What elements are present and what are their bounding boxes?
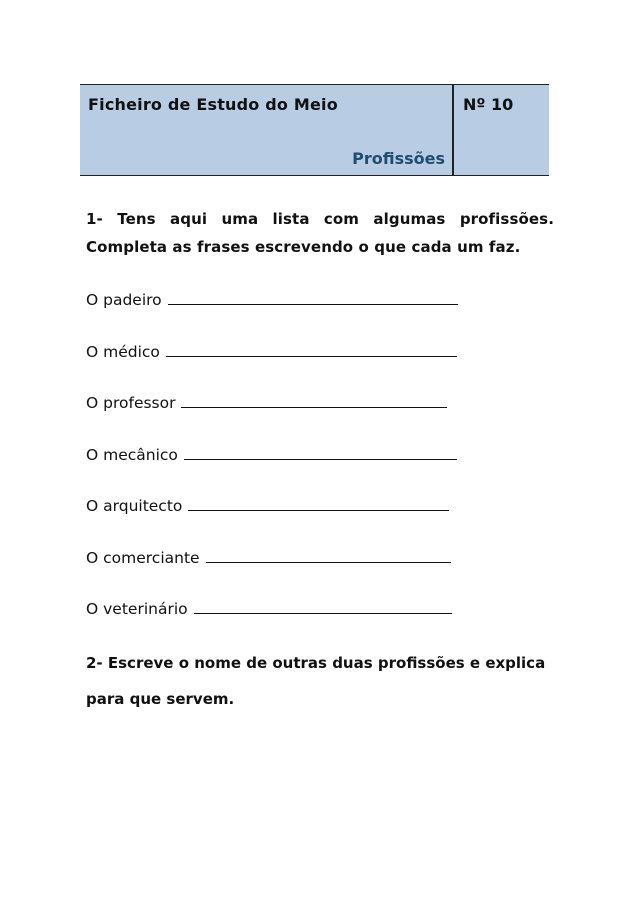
question-2: 2- Escreve o nome de outras duas profissões e explica para que servem. <box>86 654 546 708</box>
header-box <box>80 84 549 176</box>
answer-line[interactable] <box>181 393 447 408</box>
profession-label: O professor <box>86 394 176 412</box>
answer-line[interactable] <box>166 342 457 357</box>
profession-item-medico <box>86 342 486 394</box>
header-title: Ficheiro de Estudo do Meio <box>88 95 338 114</box>
profession-item-veterinario <box>86 599 486 651</box>
profession-item-professor <box>86 393 486 445</box>
profession-label: O médico <box>86 342 160 361</box>
profession-label: O veterinário <box>86 600 188 618</box>
answer-line[interactable] <box>194 599 452 614</box>
profession-label: O padeiro <box>86 291 162 309</box>
profession-list <box>86 290 486 651</box>
profession-item-comerciante <box>86 548 486 600</box>
answer-line[interactable] <box>168 290 458 305</box>
profession-item-arquitecto <box>86 496 486 548</box>
answer-line[interactable] <box>184 445 457 460</box>
header-subtitle: Profissões <box>352 149 445 168</box>
header-number: Nº 10 <box>463 95 514 114</box>
header-divider <box>452 85 454 175</box>
profession-item-padeiro <box>86 290 486 342</box>
answer-line[interactable] <box>188 496 449 511</box>
profession-label: O arquitecto <box>86 497 183 515</box>
profession-item-mecanico <box>86 445 486 497</box>
question-1: 1- Tens aqui uma lista com algumas profissões. Completa as frases escrevendo o que cada um faz. <box>86 210 554 256</box>
profession-label: O comerciante <box>86 548 200 567</box>
answer-line[interactable] <box>206 548 451 563</box>
profession-label: O mecânico <box>86 445 178 464</box>
